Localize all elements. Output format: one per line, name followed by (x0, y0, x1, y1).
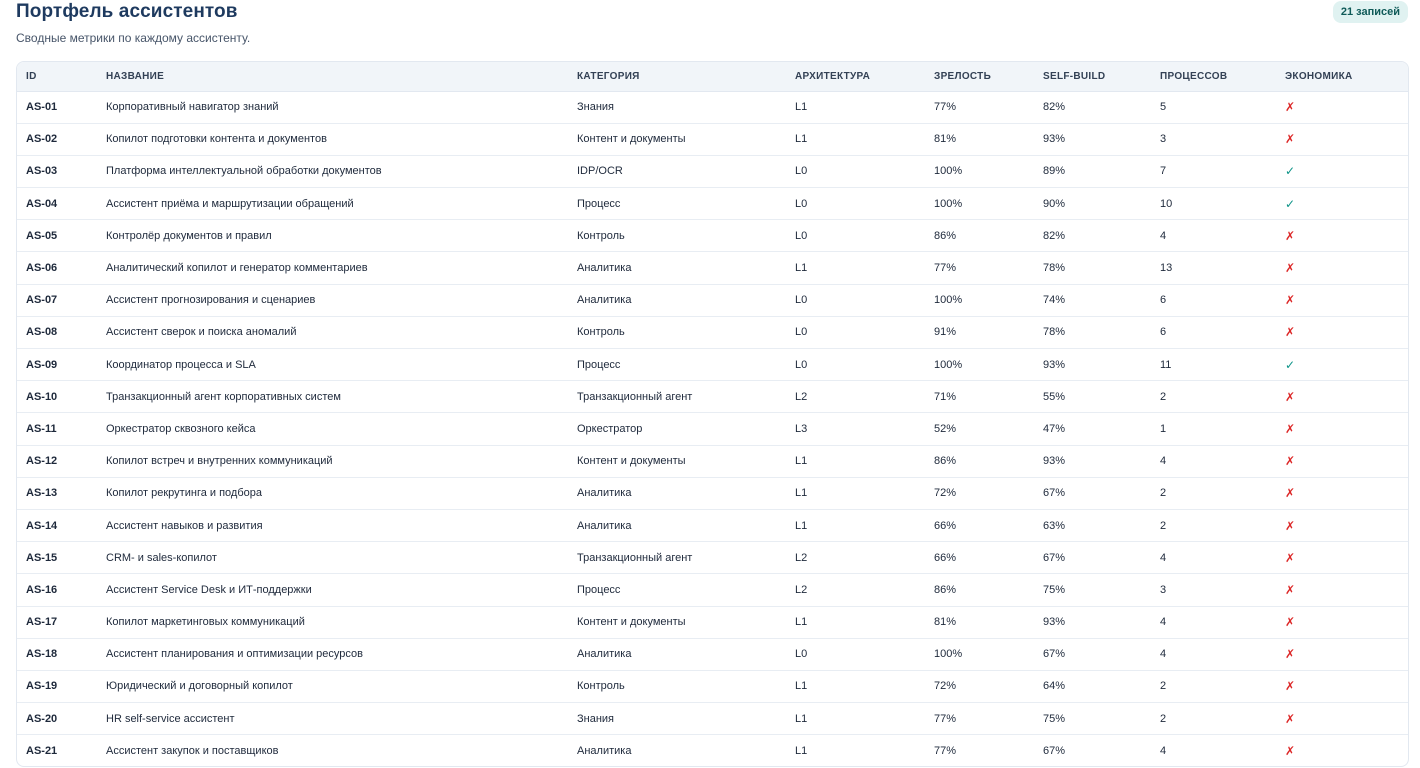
self-build-cell: 90% (1034, 188, 1151, 220)
category-cell: Контент и документы (568, 123, 786, 155)
processes-cell: 1 (1151, 413, 1276, 445)
maturity-cell: 86% (925, 445, 1034, 477)
id-cell: AS-17 (17, 606, 97, 638)
name-cell: Контролёр документов и правил (97, 220, 568, 252)
processes-cell: 2 (1151, 381, 1276, 413)
table-row[interactable] (17, 188, 1409, 220)
self-build-cell: 93% (1034, 349, 1151, 381)
page-header (16, 0, 1408, 60)
self-build-cell: 67% (1034, 477, 1151, 509)
category-cell: Процесс (568, 188, 786, 220)
table-row[interactable] (17, 542, 1409, 574)
table-row[interactable] (17, 606, 1409, 638)
self-build-cell: 78% (1034, 316, 1151, 348)
processes-cell: 3 (1151, 123, 1276, 155)
records-count-badge: 21 записей (1333, 1, 1408, 23)
maturity-cell: 86% (925, 574, 1034, 606)
processes-cell: 4 (1151, 542, 1276, 574)
category-cell: Аналитика (577, 745, 632, 758)
name-cell: Копилот встреч и внутренних коммуникаций (97, 445, 568, 477)
table-row[interactable] (17, 91, 1409, 123)
self-build-cell: 74% (1034, 284, 1151, 316)
architecture-cell: L0 (786, 155, 925, 187)
check-icon: ✓ (1285, 196, 1296, 211)
maturity-cell: 77% (934, 745, 957, 758)
self-build-cell: 67% (1043, 745, 1066, 758)
column-header-category[interactable]: КАТЕГОРИЯ (568, 62, 786, 91)
name-cell: Оркестратор сквозного кейса (97, 413, 568, 445)
architecture-cell: L2 (786, 574, 925, 606)
cross-icon: ✗ (1285, 486, 1296, 501)
name-cell: Ассистент навыков и развития (97, 509, 568, 541)
architecture-cell: L0 (786, 638, 925, 670)
category-cell: Контент и документы (568, 606, 786, 638)
category-cell: IDP/OCR (568, 155, 786, 187)
cross-icon: ✗ (1285, 454, 1296, 469)
economics-cell (1276, 735, 1409, 767)
category-cell: Аналитика (568, 509, 786, 541)
id-cell: AS-20 (17, 703, 97, 735)
maturity-cell: 77% (925, 252, 1034, 284)
table-row[interactable] (17, 316, 1409, 348)
column-header-processes[interactable]: ПРОЦЕССОВ (1151, 62, 1276, 91)
cross-icon: ✗ (1285, 132, 1296, 147)
cross-icon: ✗ (1285, 518, 1296, 533)
architecture-cell: L1 (786, 252, 925, 284)
table-row[interactable] (17, 574, 1409, 606)
id-cell: AS-15 (17, 542, 97, 574)
page-subtitle: Сводные метрики по каждому ассистенту. (16, 31, 251, 45)
economics-cell (1276, 477, 1409, 509)
id-cell: AS-04 (17, 188, 97, 220)
economics-cell (1276, 252, 1409, 284)
cross-icon: ✗ (1285, 228, 1296, 243)
table-row[interactable] (17, 413, 1409, 445)
economics-cell (1276, 155, 1409, 187)
name-cell: Копилот рекрутинга и подбора (97, 477, 568, 509)
id-cell: AS-19 (17, 670, 97, 702)
category-cell: Аналитика (568, 284, 786, 316)
name-cell: Ассистент закупок и поставщиков (106, 745, 279, 758)
cross-icon: ✗ (1285, 293, 1296, 308)
table-row[interactable] (17, 477, 1409, 509)
processes-cell: 7 (1151, 155, 1276, 187)
name-cell: Ассистент сверок и поиска аномалий (97, 316, 568, 348)
table-row[interactable] (17, 509, 1409, 541)
architecture-cell: L1 (795, 745, 808, 758)
economics-cell (1276, 638, 1409, 670)
name-cell: Корпоративный навигатор знаний (97, 91, 568, 123)
table-row[interactable] (17, 445, 1409, 477)
cross-icon: ✗ (1285, 647, 1296, 662)
name-cell: Ассистент приёма и маршрутизации обращений (97, 188, 568, 220)
cross-icon: ✗ (1285, 711, 1296, 726)
architecture-cell: L0 (786, 220, 925, 252)
economics-cell (1276, 606, 1409, 638)
category-cell: Контент и документы (568, 445, 786, 477)
architecture-cell: L1 (786, 477, 925, 509)
name-cell: Ассистент Service Desk и ИТ-поддержки (97, 574, 568, 606)
self-build-cell: 67% (1034, 638, 1151, 670)
architecture-cell: L2 (786, 381, 925, 413)
processes-cell: 2 (1151, 703, 1276, 735)
category-cell: Контроль (568, 670, 786, 702)
processes-cell: 10 (1151, 188, 1276, 220)
economics-cell (1276, 509, 1409, 541)
name-cell: CRM- и sales-копилот (97, 542, 568, 574)
name-cell: Копилот подготовки контента и документов (97, 123, 568, 155)
maturity-cell: 72% (925, 670, 1034, 702)
id-cell: AS-12 (17, 445, 97, 477)
architecture-cell: L0 (786, 349, 925, 381)
name-cell: Аналитический копилот и генератор комментариев (97, 252, 568, 284)
category-cell: Процесс (568, 574, 786, 606)
page-title: Портфель ассистентов (16, 1, 238, 22)
self-build-cell: 89% (1034, 155, 1151, 187)
maturity-cell: 91% (925, 316, 1034, 348)
maturity-cell: 100% (925, 638, 1034, 670)
category-cell: Аналитика (568, 477, 786, 509)
processes-cell: 11 (1151, 349, 1276, 381)
self-build-cell: 93% (1034, 445, 1151, 477)
processes-cell: 3 (1151, 574, 1276, 606)
maturity-cell: 86% (925, 220, 1034, 252)
architecture-cell: L1 (786, 670, 925, 702)
id-cell: AS-16 (17, 574, 97, 606)
category-cell: Оркестратор (568, 413, 786, 445)
id-cell: AS-07 (17, 284, 97, 316)
check-icon: ✓ (1285, 164, 1296, 179)
self-build-cell: 47% (1034, 413, 1151, 445)
architecture-cell: L1 (786, 445, 925, 477)
id-cell: AS-13 (17, 477, 97, 509)
processes-cell: 6 (1151, 284, 1276, 316)
table-row[interactable] (17, 735, 1409, 767)
name-cell: Координатор процесса и SLA (97, 349, 568, 381)
maturity-cell: 72% (925, 477, 1034, 509)
id-cell: AS-18 (17, 638, 97, 670)
economics-cell (1276, 413, 1409, 445)
table-row[interactable] (17, 638, 1409, 670)
architecture-cell: L0 (786, 284, 925, 316)
category-cell: Контроль (568, 220, 786, 252)
maturity-cell: 52% (925, 413, 1034, 445)
name-cell: Транзакционный агент корпоративных систем (97, 381, 568, 413)
category-cell: Транзакционный агент (568, 381, 786, 413)
economics-cell (1276, 703, 1409, 735)
processes-cell: 6 (1151, 316, 1276, 348)
id-cell: AS-21 (26, 745, 58, 758)
table-row[interactable] (17, 284, 1409, 316)
table-row[interactable] (17, 220, 1409, 252)
economics-cell (1276, 220, 1409, 252)
category-cell: Аналитика (568, 252, 786, 284)
self-build-cell: 67% (1034, 542, 1151, 574)
architecture-cell: L1 (786, 91, 925, 123)
check-icon: ✓ (1285, 357, 1296, 372)
architecture-cell: L2 (786, 542, 925, 574)
id-cell: AS-03 (17, 155, 97, 187)
name-cell: Ассистент планирования и оптимизации ресурсов (97, 638, 568, 670)
self-build-cell: 78% (1034, 252, 1151, 284)
name-cell: HR self-service ассистент (97, 703, 568, 735)
column-header-name[interactable]: НАЗВАНИЕ (97, 62, 568, 91)
category-cell: Транзакционный агент (568, 542, 786, 574)
portfolio-table-card (16, 61, 1409, 767)
id-cell: AS-02 (17, 123, 97, 155)
id-cell: AS-05 (17, 220, 97, 252)
category-cell: Знания (568, 703, 786, 735)
table-row[interactable] (17, 155, 1409, 187)
column-header-self-build[interactable]: SELF-BUILD (1034, 62, 1151, 91)
column-header-id[interactable]: ID (17, 62, 97, 91)
processes-cell: 4 (1151, 220, 1276, 252)
processes-cell: 4 (1151, 606, 1276, 638)
self-build-cell: 64% (1034, 670, 1151, 702)
cross-icon: ✗ (1285, 744, 1296, 759)
category-cell: Знания (568, 91, 786, 123)
maturity-cell: 100% (925, 284, 1034, 316)
id-cell: AS-11 (17, 413, 97, 445)
maturity-cell: 71% (925, 381, 1034, 413)
architecture-cell: L0 (786, 188, 925, 220)
self-build-cell: 63% (1034, 509, 1151, 541)
architecture-cell: L1 (786, 509, 925, 541)
column-header-economics[interactable]: ЭКОНОМИКА (1276, 62, 1409, 91)
processes-cell: 4 (1151, 638, 1276, 670)
table-row[interactable] (17, 349, 1409, 381)
processes-cell: 5 (1151, 91, 1276, 123)
architecture-cell: L3 (786, 413, 925, 445)
id-cell: AS-01 (17, 91, 97, 123)
id-cell: AS-06 (17, 252, 97, 284)
name-cell: Ассистент прогнозирования и сценариев (97, 284, 568, 316)
table-row[interactable] (17, 252, 1409, 284)
architecture-cell: L1 (786, 703, 925, 735)
id-cell: AS-09 (17, 349, 97, 381)
table-row[interactable] (17, 381, 1409, 413)
maturity-cell: 100% (925, 155, 1034, 187)
maturity-cell: 81% (925, 123, 1034, 155)
maturity-cell: 66% (925, 542, 1034, 574)
column-header-maturity[interactable]: ЗРЕЛОСТЬ (925, 62, 1034, 91)
processes-cell: 2 (1151, 670, 1276, 702)
cross-icon: ✗ (1285, 582, 1296, 597)
economics-cell (1276, 349, 1409, 381)
processes-cell: 13 (1151, 252, 1276, 284)
table-header-row (17, 62, 1409, 91)
economics-cell (1276, 188, 1409, 220)
self-build-cell: 82% (1034, 91, 1151, 123)
architecture-cell: L1 (786, 606, 925, 638)
cross-icon: ✗ (1285, 261, 1296, 276)
id-cell: AS-10 (17, 381, 97, 413)
category-cell: Контроль (568, 316, 786, 348)
table-row[interactable] (17, 123, 1409, 155)
maturity-cell: 66% (925, 509, 1034, 541)
architecture-cell: L1 (786, 123, 925, 155)
maturity-cell: 100% (925, 188, 1034, 220)
table-row[interactable] (17, 703, 1409, 735)
self-build-cell: 75% (1034, 703, 1151, 735)
maturity-cell: 81% (925, 606, 1034, 638)
id-cell: AS-14 (17, 509, 97, 541)
architecture-cell: L0 (786, 316, 925, 348)
column-header-architecture[interactable]: АРХИТЕКТУРА (786, 62, 925, 91)
cross-icon: ✗ (1285, 100, 1296, 115)
table-body (17, 91, 1409, 767)
cross-icon: ✗ (1285, 325, 1296, 340)
processes-cell: 2 (1151, 509, 1276, 541)
cross-icon: ✗ (1285, 679, 1296, 694)
self-build-cell: 93% (1034, 123, 1151, 155)
cross-icon: ✗ (1285, 615, 1296, 630)
processes-cell: 2 (1151, 477, 1276, 509)
economics-cell (1276, 381, 1409, 413)
economics-cell (1276, 284, 1409, 316)
id-cell: AS-08 (17, 316, 97, 348)
maturity-cell: 77% (925, 703, 1034, 735)
cross-icon: ✗ (1285, 421, 1296, 436)
name-cell: Копилот маркетинговых коммуникаций (97, 606, 568, 638)
economics-cell (1276, 445, 1409, 477)
name-cell: Юридический и договорный копилот (97, 670, 568, 702)
name-cell: Платформа интеллектуальной обработки документов (97, 155, 568, 187)
processes-cell: 4 (1160, 745, 1167, 758)
self-build-cell: 55% (1034, 381, 1151, 413)
economics-cell (1276, 542, 1409, 574)
cross-icon: ✗ (1285, 550, 1296, 565)
economics-cell (1276, 123, 1409, 155)
category-cell: Процесс (568, 349, 786, 381)
economics-cell (1276, 91, 1409, 123)
maturity-cell: 77% (925, 91, 1034, 123)
self-build-cell: 82% (1034, 220, 1151, 252)
category-cell: Аналитика (568, 638, 786, 670)
economics-cell (1276, 316, 1409, 348)
processes-cell: 4 (1151, 445, 1276, 477)
maturity-cell: 100% (925, 349, 1034, 381)
self-build-cell: 75% (1034, 574, 1151, 606)
economics-cell (1276, 574, 1409, 606)
table-row[interactable] (17, 670, 1409, 702)
self-build-cell: 93% (1034, 606, 1151, 638)
cross-icon: ✗ (1285, 389, 1296, 404)
portfolio-table (17, 62, 1409, 767)
economics-cell (1276, 670, 1409, 702)
